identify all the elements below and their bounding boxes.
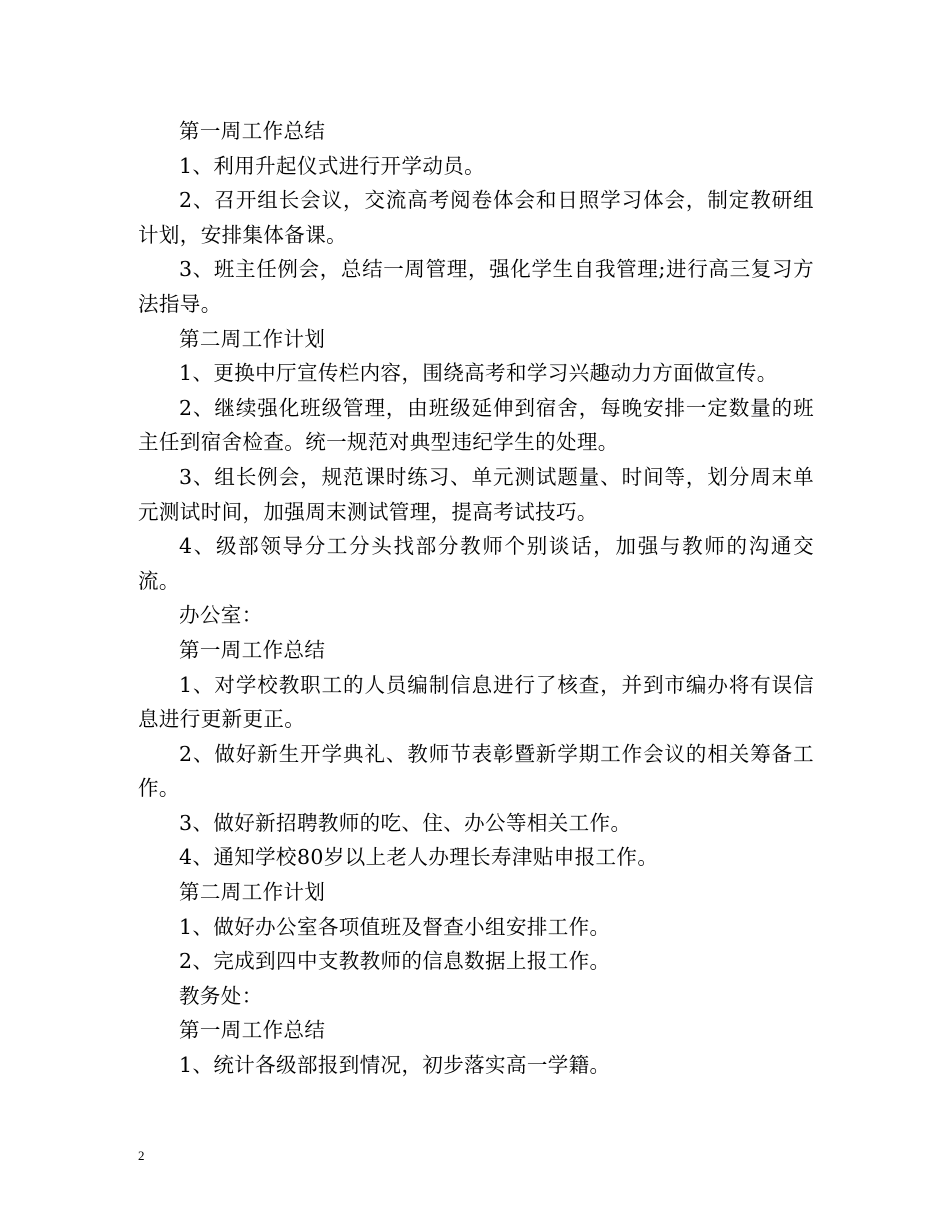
paragraph: 1、更换中厅宣传栏内容，围绕高考和学习兴趣动力方面做宣传。	[179, 361, 778, 386]
paragraph: 4、通知学校80岁以上老人办理长寿津贴申报工作。	[179, 845, 659, 870]
paragraph: 2、完成到四中支教教师的信息数据上报工作。	[179, 949, 611, 974]
paragraph: 1、统计各级部报到情况，初步落实高一学籍。	[179, 1053, 611, 1078]
paragraph: 第二周工作计划	[179, 326, 326, 351]
paragraph: 第一周工作总结	[179, 1018, 326, 1043]
paragraph: 4、级部领导分工分头找部分教师个别谈话，加强与教师的沟通交流。	[138, 534, 814, 593]
paragraph: 1、对学校教职工的人员编制信息进行了核查，并到市编办将有误信息进行更新更正。	[138, 672, 814, 732]
paragraph: 第一周工作总结	[179, 119, 326, 143]
paragraph: 3、组长例会，规范课时练习、单元测试题量、时间等，划分周末单元测试时间，加强周末测试管理，提高考试技巧。	[138, 464, 814, 524]
paragraph: 2、召开组长会议，交流高考阅卷体会和日照学习体会，制定教研组计划，安排集体备课。	[138, 188, 814, 247]
paragraph: 1、做好办公室各项值班及督查小组安排工作。	[179, 914, 611, 939]
paragraph: 3、班主任例会，总结一周管理，强化学生自我管理;进行高三复习方法指导。	[138, 257, 814, 316]
document-body	[138, 114, 814, 1083]
paragraph: 3、做好新招聘教师的吃、住、办公等相关工作。	[179, 810, 632, 835]
paragraph: 教务处：	[179, 983, 263, 1008]
page-number: 2	[138, 1148, 145, 1163]
paragraph: 第二周工作计划	[179, 880, 326, 905]
paragraph: 1、利用升起仪式进行开学动员。	[179, 153, 486, 178]
paragraph: 办公室：	[179, 603, 263, 628]
paragraph: 2、继续强化班级管理，由班级延伸到宿舍，每晚安排一定数量的班主任到宿舍检查。统一规范对典型违纪学生的处理。	[138, 395, 814, 455]
paragraph: 2、做好新生开学典礼、教师节表彰暨新学期工作会议的相关筹备工作。	[138, 741, 814, 801]
paragraph: 第一周工作总结	[179, 637, 326, 662]
